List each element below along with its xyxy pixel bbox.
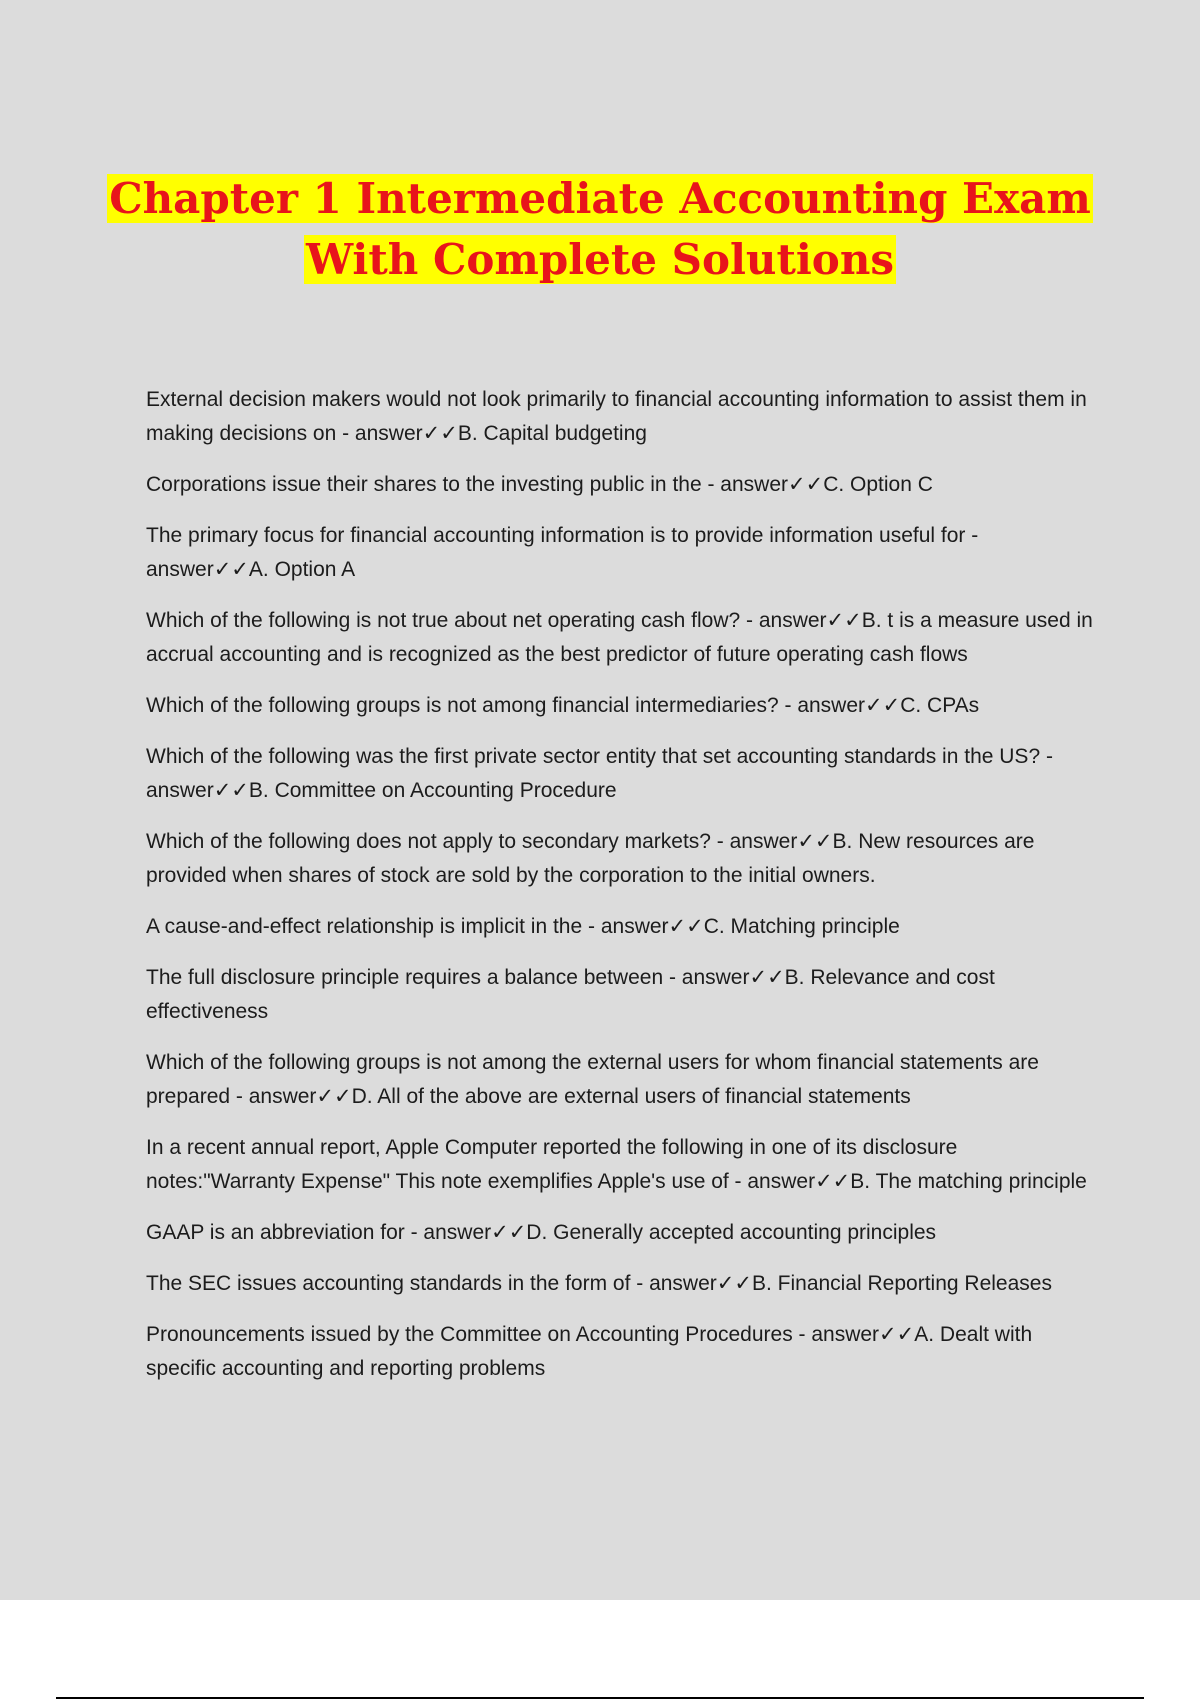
- qa-item: A cause-and-effect relationship is implicit in the - answer✓✓C. Matching principle: [146, 915, 900, 938]
- qa-item: Pronouncements issued by the Committee on Accounting Procedures - answer✓✓A. Dealt with specific accounting and reporting problems: [146, 1323, 1033, 1380]
- qa-item: The primary focus for financial accounting information is to provide information useful for - answer✓✓A. Option A: [146, 524, 979, 581]
- qa-item: Corporations issue their shares to the investing public in the - answer✓✓C. Option C: [146, 473, 933, 496]
- qa-item: External decision makers would not look primarily to financial accounting information to assist them in making decisions on - answer✓✓B. Capital budgeting: [146, 388, 1087, 445]
- title-line-2: [0, 229, 1200, 290]
- qa-item: Which of the following was the first private sector entity that set accounting standards in the US? - answer✓✓B. Committee on Accounting Procedure: [146, 745, 1053, 802]
- qa-item: Which of the following groups is not among the external users for whom financial statements are prepared - answer✓✓D. All of the above are external users of financial statements: [146, 1051, 1039, 1108]
- document-title: [0, 168, 1200, 290]
- question-answer-list: [146, 383, 1096, 1403]
- qa-item: The SEC issues accounting standards in the form of - answer✓✓B. Financial Reporting Releases: [146, 1272, 1052, 1295]
- title-line-1-text: Chapter 1 Intermediate Accounting Exam: [109, 174, 1091, 223]
- qa-item: Which of the following does not apply to secondary markets? - answer✓✓B. New resources are provided when shares of stock are sold by the corporation to the initial owners.: [146, 830, 1035, 887]
- qa-item: The full disclosure principle requires a balance between - answer✓✓B. Relevance and cost effectiveness: [146, 966, 995, 1023]
- qa-item: Which of the following is not true about net operating cash flow? - answer✓✓B. t is a measure used in accrual accounting and is recognized as the best predictor of future operating cash flows: [146, 609, 1093, 666]
- qa-item: GAAP is an abbreviation for - answer✓✓D. Generally accepted accounting principles: [146, 1221, 937, 1244]
- qa-item: Which of the following groups is not among financial intermediaries? - answer✓✓C. CPAs: [146, 694, 980, 717]
- qa-item: In a recent annual report, Apple Computer reported the following in one of its disclosure notes:"Warranty Expense" This note exemplifies Apple's use of - answer✓✓B. The matching principle: [146, 1136, 1087, 1193]
- title-line-1: [0, 168, 1200, 229]
- title-line-2-text: With Complete Solutions: [306, 235, 894, 284]
- bottom-divider: [56, 1697, 1144, 1699]
